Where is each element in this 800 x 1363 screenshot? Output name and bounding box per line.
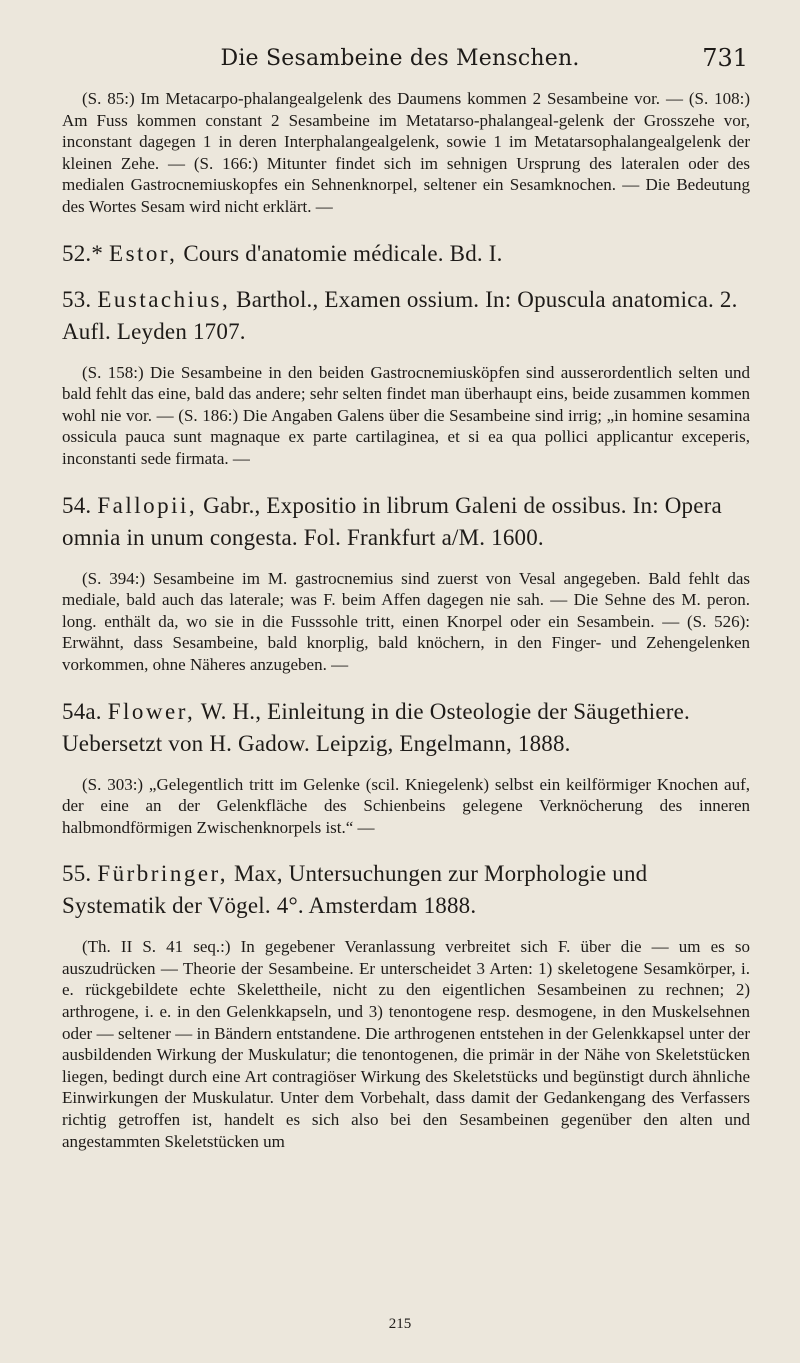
bibliography-entry (62, 284, 750, 348)
entry-number: 55. (62, 861, 92, 887)
page-body (62, 88, 750, 1172)
running-title: Die Sesambeine des Menschen. (220, 46, 580, 71)
entry-title: Gabr., Expositio in librum Galeni de ossibus. In: Opera omnia in unum congesta. Fol. Frankfurt a/M. 1600. (62, 492, 722, 550)
entry-author: Fallopii, (97, 492, 198, 518)
bibliography-entry (62, 238, 750, 270)
bibliography-entry (62, 858, 750, 922)
entry-title: W. H., Einleitung in die Osteologie der Säugethiere. Uebersetzt von H. Gadow. Leipzig, Engelmann, 1888. (62, 698, 691, 756)
entry-title: Barthol., Examen ossium. In: Opuscula anatomica. 2. Aufl. Leyden 1707. (62, 286, 738, 344)
bibliography-entry (62, 696, 750, 760)
entry-number: 54a. (62, 698, 102, 724)
entry-author: Eustachius, (97, 286, 231, 312)
running-header (0, 44, 800, 80)
entry-number: 52.* (62, 240, 104, 266)
annotation-paragraph: (S. 158:) Die Sesambeine in den beiden Gastrocnemiusköpfen sind ausserordentlich selten und bald fehlt das eine, bald das andere; sehr selten findet man überhaupt eins, beide zusammen kommen wohl nie vor. — (S. 186:) Die Angaben Galens über die Sesambeine sind irrig; „in homine sesamina ossicula pauca sunt magnaque ex parte cartilaginea, et si ea qua pollici applicantur exceperis, inconstanti sede firmata. — (62, 362, 750, 468)
bibliography-entry (62, 490, 750, 554)
entry-title: Max, Untersuchungen zur Morphologie und Systematik der Vögel. 4°. Amsterdam 1888. (62, 861, 648, 919)
annotation-paragraph: (Th. II S. 41 seq.:) In gegebener Veranlassung verbreitet sich F. über die — um es so auszudrücken — Theorie der Sesambeine. Er unterscheidet 3 Arten: 1) skeletogene Sesamkörper, i. e. rückgebildete echte Skelettheile, nicht zu den eigentlichen Sesambeinen zu rechnen; 2) arthrogene, i. e. in den Gelenkkapseln, und 3) tenontogene resp. desmogene, in den Muskelsehnen oder — seltener — in Bändern entstandene. Die arthrogenen entstehen in der Gelenkkapsel unter der ausbildenden Wirkung der Muskulatur; die tenontogenen, die primär in der Nähe von Skeletstücken liegen, bedingt durch eine Art contragiöser Wirkung des Skeletstücks und begünstigt durch ähnliche Einwirkungen der Muskulatur. Unter dem Vorbehalt, dass damit der Gedankengang des Verfassers richtig getroffen ist, handelt es sich also bei den Sesambeinen gegenüber den alten und angestammten Skeletstücken um (62, 937, 750, 1151)
entry-author: Estor, (109, 240, 178, 266)
annotation-paragraph: (S. 303:) „Gelegentlich tritt im Gelenke (scil. Kniegelenk) selbst ein keilförmiger Knochen auf, der eine an der Gelenkfläche des Schienbeins gelegene Verknöcherung des inneren halbmondförmigen Zwischenknorpels ist.“ — (62, 774, 750, 837)
page-number: 731 (702, 44, 748, 72)
entry-number: 53. (62, 286, 92, 312)
annotation-paragraph: (S. 85:) Im Metacarpo-phalangealgelenk des Daumens kommen 2 Sesambeine vor. — (S. 108:) Am Fuss kommen constant 2 Sesambeine im Metatarso-phalangeal-gelenk der Grosszehe vor, inconstant dagegen 1 in deren Interphalangealgelenk, sowie 1 im Metatarsophalangealgelenk der kleinen Zehe. — (S. 166:) Mitunter findet sich im sehnigen Ursprung des lateralen oder des medialen Gastrocnemiuskopfes ein Sehnenknorpel, seltener ein Sesamknochen. — Die Bedeutung des Wortes Sesam wird nicht erklärt. — (62, 89, 750, 216)
entry-title: Cours d'anatomie médicale. Bd. I. (183, 240, 503, 266)
annotation-paragraph: (S. 394:) Sesambeine im M. gastrocnemius sind zuerst von Vesal angegeben. Bald fehlt das mediale, bald auch das laterale; was F. beim Affen dagegen nie sah. — Die Sehne des M. peron. long. enthält da, wo sie in die Fusssohle tritt, einen Knorpel oder ein Sesambein. — (S. 526): Erwähnt, dass Sesambeine, bald knorplig, bald knöchern, in den Finger- und Zehengelenken vorkommen, ohne Näheres anzugeben. — (62, 568, 750, 674)
entry-number: 54. (62, 492, 92, 518)
printer-signature: 215 (388, 1316, 412, 1332)
entry-author: Fürbringer, (97, 861, 229, 887)
entry-author: Flower, (107, 698, 196, 724)
